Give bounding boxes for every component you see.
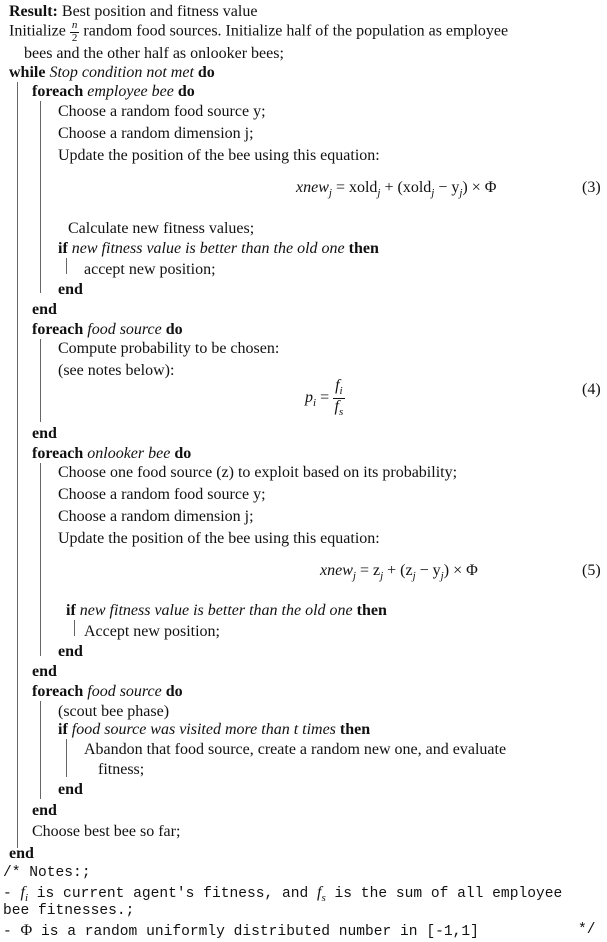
init-frac-num: n — [71, 19, 78, 31]
eq5-rhs: = z — [359, 562, 381, 579]
eq4-fraction — [333, 378, 345, 418]
loop1-line2: Choose a random dimension j; — [58, 125, 254, 142]
eq3-minus: − y — [438, 179, 460, 196]
note1-line2: bee fitnesses.; — [3, 903, 135, 919]
init-fraction — [70, 20, 80, 44]
loop3-if-end: end — [58, 643, 83, 660]
do-keyword: do — [165, 683, 183, 700]
do-keyword: do — [177, 83, 195, 100]
eq5-minus: − y — [419, 562, 441, 579]
foreach-food-line-2 — [32, 684, 183, 700]
then-keyword: then — [339, 721, 371, 738]
loop4-if-end: end — [58, 781, 83, 798]
loop1-if-end: end — [58, 281, 83, 298]
loop4-subject: food source — [87, 683, 162, 700]
then-keyword: then — [356, 602, 387, 619]
eq4-num-sub: i — [339, 385, 343, 398]
do-keyword: do — [165, 321, 183, 338]
eq3-sub: j — [377, 187, 381, 200]
note1-f: f — [20, 884, 25, 901]
do-keyword: do — [197, 64, 215, 81]
loop3-line2: Choose a random food source y; — [58, 486, 266, 503]
loop4-end: end — [32, 802, 57, 819]
notes-open: /* Notes:; — [3, 865, 91, 881]
eq4-num-f: f — [335, 377, 340, 394]
do-keyword: do — [174, 445, 192, 462]
loop1-line3: Update the position of the bee using this equation: — [58, 147, 380, 164]
init-line-1 — [9, 20, 508, 44]
loop2-subject: food source — [87, 321, 162, 338]
foreach-keyword: foreach — [32, 83, 84, 100]
eq5-lhs: xnew — [320, 562, 353, 579]
eq3-rhs: = xold — [335, 179, 378, 196]
loop1-if-body: accept new position; — [84, 261, 216, 278]
equation-3 — [296, 180, 496, 199]
while-scope-bar — [17, 82, 18, 848]
note2-dash: - — [3, 924, 21, 940]
note2-phi: Φ — [20, 922, 33, 939]
note1-fs: f — [317, 884, 322, 901]
note1-text-c: is the sum of all employee — [325, 886, 563, 902]
init-text-a: Initialize — [9, 22, 66, 40]
eq4-number: (4) — [582, 381, 601, 398]
eq5-mid: + (z — [387, 562, 413, 579]
foreach-food-line-1 — [32, 322, 183, 338]
eq4-den-f: f — [334, 397, 339, 415]
note1-sub-i: i — [24, 891, 29, 904]
init-frac-den: 2 — [71, 31, 78, 44]
loop3-line4: Update the position of the bee using this equation: — [58, 530, 380, 547]
loop3-end: end — [32, 663, 57, 680]
loop3-if-body: Accept new position; — [84, 623, 220, 640]
eq4-frac-den — [333, 399, 345, 419]
loop2-end: end — [32, 425, 57, 442]
note2-line — [3, 923, 479, 940]
while-condition: Stop condition not met — [49, 64, 194, 81]
eq5-number: (5) — [582, 562, 601, 579]
eq4-equals: = — [320, 388, 330, 406]
loop2-line1: Compute probability to be chosen: — [58, 340, 280, 357]
loop1-line4: Calculate new fitness values; — [68, 220, 255, 237]
loop4-scope-bar — [40, 701, 41, 799]
eq5-sub: j — [380, 570, 384, 583]
loop3-if-condition: new fitness value is better than the old one — [79, 602, 353, 619]
loop1-line1: Choose a random food source y; — [58, 103, 266, 120]
note2-text: is a random uniformly distributed number in [-1,1] — [32, 924, 479, 940]
loop4-line1: (scout bee phase) — [58, 703, 170, 720]
while-keyword: while — [9, 64, 46, 81]
eq4-den-sub: s — [338, 405, 344, 418]
if-keyword: if — [58, 240, 68, 257]
eq3-sub: j — [459, 187, 463, 200]
foreach-keyword: foreach — [32, 321, 84, 338]
eq4-frac-num — [333, 378, 345, 399]
loop2-scope-bar — [40, 339, 41, 422]
loop1-scope-bar — [40, 101, 41, 293]
loop1-if-condition: new fitness value is better than the old one — [71, 240, 345, 257]
init-line-2: bees and the other half as onlooker bees; — [24, 45, 284, 62]
loop3-if-bar — [74, 620, 75, 636]
eq3-tail: ) × Φ — [462, 179, 497, 196]
equation-4 — [305, 378, 345, 418]
notes-close: */ — [578, 922, 596, 938]
result-label: Result: — [9, 3, 58, 20]
loop1-if-line — [58, 241, 379, 257]
loop4-if-bar — [66, 739, 67, 777]
loop1-end: end — [32, 301, 57, 318]
foreach-keyword: foreach — [32, 445, 84, 462]
note1-sub-s: s — [321, 891, 326, 904]
eq3-lhs: xnew — [296, 179, 329, 196]
loop3-if-line — [66, 603, 387, 619]
result-text: Best position and fitness value — [61, 3, 258, 20]
eq5-tail: ) × Φ — [443, 562, 478, 579]
if-keyword: if — [66, 602, 76, 619]
note1-text-b: is current agent's fitness, and — [28, 886, 318, 902]
eq3-sub: j — [328, 187, 332, 200]
while-line — [9, 65, 215, 81]
loop4-if-condition: food source was visited more than t times — [71, 721, 336, 738]
then-keyword: then — [348, 240, 379, 257]
loop1-if-bar — [66, 258, 67, 274]
eq5-sub: j — [412, 570, 416, 583]
init-text-b: random food sources. Initialize half of the population as employee — [83, 22, 509, 40]
eq3-mid: + (xold — [384, 179, 432, 196]
note1-line1 — [3, 885, 562, 904]
eq5-sub: j — [352, 570, 356, 583]
loop4-if-line — [58, 722, 370, 738]
note1-dash: - — [3, 886, 21, 902]
foreach-onlooker-line — [32, 446, 191, 462]
loop1-subject: employee bee — [87, 83, 174, 100]
while-end: end — [9, 845, 34, 862]
if-keyword: if — [58, 721, 68, 738]
loop3-line3: Choose a random dimension j; — [58, 508, 254, 525]
loop3-line1: Choose one food source (z) to exploit based on its probability; — [58, 464, 458, 481]
choose-best-line: Choose best bee so far; — [32, 823, 181, 840]
eq3-number: (3) — [582, 179, 601, 196]
loop4-if-body-1: Abandon that food source, create a random new one, and evaluate — [84, 741, 507, 758]
eq4-lhs: p — [305, 388, 313, 406]
loop4-if-body-2: fitness; — [98, 761, 145, 778]
eq4-sub-i: i — [313, 397, 317, 410]
loop2-line2: (see notes below): — [58, 362, 175, 379]
eq5-sub: j — [440, 570, 444, 583]
eq3-sub: j — [431, 187, 435, 200]
result-line — [9, 4, 257, 20]
foreach-employee-line — [32, 84, 195, 100]
loop3-subject: onlooker bee — [87, 445, 171, 462]
loop3-scope-bar — [40, 463, 41, 656]
equation-5 — [320, 563, 478, 582]
foreach-keyword: foreach — [32, 683, 84, 700]
